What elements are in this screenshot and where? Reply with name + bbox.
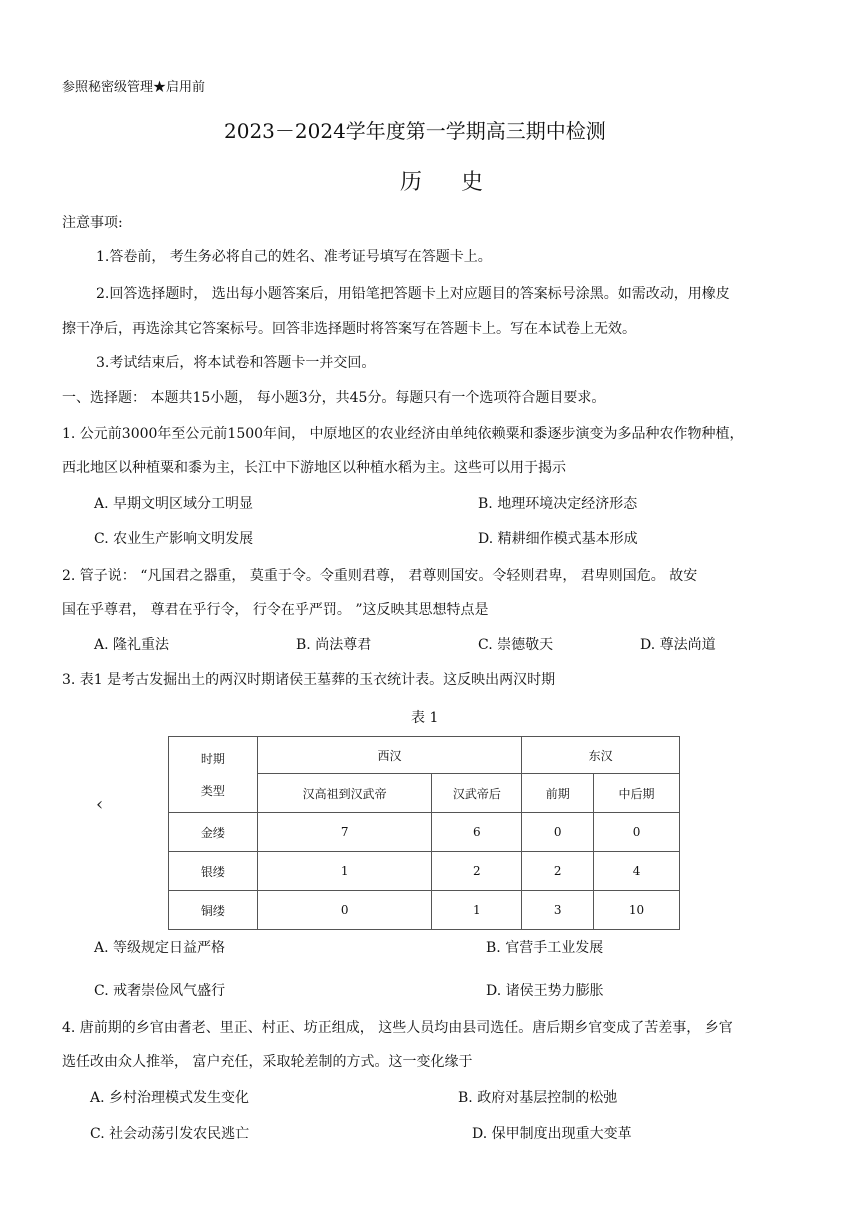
table-row bbox=[169, 891, 680, 930]
notice-item-1: 1.答卷前， 考生务必将自己的姓名、准考证号填写在答题卡上。 bbox=[96, 249, 492, 265]
header-western-han: 西汉 bbox=[257, 737, 521, 774]
corner-type-label: 类型 bbox=[200, 783, 225, 798]
row-type-label: 铜缕 bbox=[169, 891, 258, 930]
exam-title: 2023－2024学年度第一学期高三期中检测 bbox=[224, 119, 606, 143]
margin-mark: ‹ bbox=[96, 794, 104, 815]
table-cell: 0 bbox=[594, 813, 680, 852]
notice-heading: 注意事项: bbox=[62, 215, 123, 231]
q2-option-a: A. 隆礼重法 bbox=[94, 637, 170, 653]
table-corner-cell bbox=[169, 737, 258, 813]
confidentiality-note: 参照秘密级管理★启用前 bbox=[62, 80, 206, 95]
table-cell: 0 bbox=[522, 813, 594, 852]
q1-option-c: C. 农业生产影响文明发展 bbox=[94, 531, 254, 547]
q1-option-d: D. 精耕细作模式基本形成 bbox=[478, 531, 638, 547]
question-2-stem-cont: 国在乎尊君， 尊君在乎行令， 行令在乎严罚。 ”这反映其思想特点是 bbox=[62, 602, 489, 618]
q4-option-b: B. 政府对基层控制的松弛 bbox=[458, 1090, 618, 1106]
corner-period-label: 时期 bbox=[200, 751, 225, 766]
q4-option-a: A. 乡村治理模式发生变化 bbox=[90, 1090, 250, 1106]
q3-option-d: D. 诸侯王势力膨胀 bbox=[486, 983, 604, 999]
subheader-cell: 汉高祖到汉武帝 bbox=[257, 774, 432, 813]
table-cell: 7 bbox=[257, 813, 432, 852]
question-3-stem: 3. 表1 是考古发掘出土的两汉时期诸侯王墓葬的玉衣统计表。这反映出两汉时期 bbox=[62, 672, 556, 688]
table-cell: 3 bbox=[522, 891, 594, 930]
subject-title: 历 史 bbox=[400, 170, 499, 195]
subheader-cell: 中后期 bbox=[594, 774, 680, 813]
question-2-stem: 2. 管子说： “凡国君之器重， 莫重于令。令重则君尊， 君尊则国安。令轻则君卑， 君卑则国危。 故安 bbox=[62, 568, 698, 584]
q2-option-c: C. 崇德敬天 bbox=[478, 637, 554, 653]
q2-option-b: B. 尚法尊君 bbox=[296, 637, 372, 653]
table-cell: 10 bbox=[594, 891, 680, 930]
q4-option-d: D. 保甲制度出现重大变革 bbox=[472, 1126, 632, 1142]
row-type-label: 银缕 bbox=[169, 852, 258, 891]
table-row bbox=[169, 813, 680, 852]
section-heading: 一、选择题： 本题共15小题， 每小题3分，共45分。每题只有一个选项符合题目要求。 bbox=[62, 390, 606, 406]
subheader-cell: 汉武帝后 bbox=[432, 774, 522, 813]
jade-suit-table bbox=[168, 736, 680, 930]
q4-option-c: C. 社会动荡引发农民逃亡 bbox=[90, 1126, 250, 1142]
table-cell: 2 bbox=[432, 852, 522, 891]
question-1-stem: 1. 公元前3000年至公元前1500年间， 中原地区的农业经济由单纯依赖粟和黍逐步演变为多品种农作物种植， bbox=[62, 426, 744, 442]
row-type-label: 金缕 bbox=[169, 813, 258, 852]
question-4-stem-cont: 选任改由众人推举， 富户充任，采取轮差制的方式。这一变化缘于 bbox=[62, 1054, 473, 1070]
q2-option-d: D. 尊法尚道 bbox=[640, 637, 716, 653]
q1-option-b: B. 地理环境决定经济形态 bbox=[478, 496, 638, 512]
q3-option-c: C. 戒奢崇俭风气盛行 bbox=[94, 983, 226, 999]
q3-option-b: B. 官营手工业发展 bbox=[486, 940, 604, 956]
table-cell: 1 bbox=[432, 891, 522, 930]
table-caption: 表 1 bbox=[411, 710, 439, 726]
notice-item-2-cont: 擦干净后，再选涂其它答案标号。回答非选择题时将答案写在答题卡上。写在本试卷上无效。 bbox=[62, 321, 636, 337]
table-cell: 4 bbox=[594, 852, 680, 891]
notice-item-2: 2.回答选择题时， 选出每小题答案后，用铅笔把答题卡上对应题目的答案标号涂黑。如需改动，用橡皮 bbox=[96, 286, 730, 302]
header-eastern-han: 东汉 bbox=[522, 737, 680, 774]
table-cell: 1 bbox=[257, 852, 432, 891]
table-row bbox=[169, 852, 680, 891]
q1-option-a: A. 早期文明区域分工明显 bbox=[94, 496, 254, 512]
table-cell: 6 bbox=[432, 813, 522, 852]
question-4-stem: 4. 唐前期的乡官由耆老、里正、村正、坊正组成， 这些人员均由县司选任。唐后期乡官变成了苦差事， 乡官 bbox=[62, 1020, 733, 1036]
table-cell: 2 bbox=[522, 852, 594, 891]
table-cell: 0 bbox=[257, 891, 432, 930]
question-1-stem-cont: 西北地区以种植粟和黍为主，长江中下游地区以种植水稻为主。这些可以用于揭示 bbox=[62, 460, 566, 476]
q3-option-a: A. 等级规定日益严格 bbox=[94, 940, 226, 956]
subheader-cell: 前期 bbox=[522, 774, 594, 813]
notice-item-3: 3.考试结束后，将本试卷和答题卡一并交回。 bbox=[96, 355, 376, 371]
